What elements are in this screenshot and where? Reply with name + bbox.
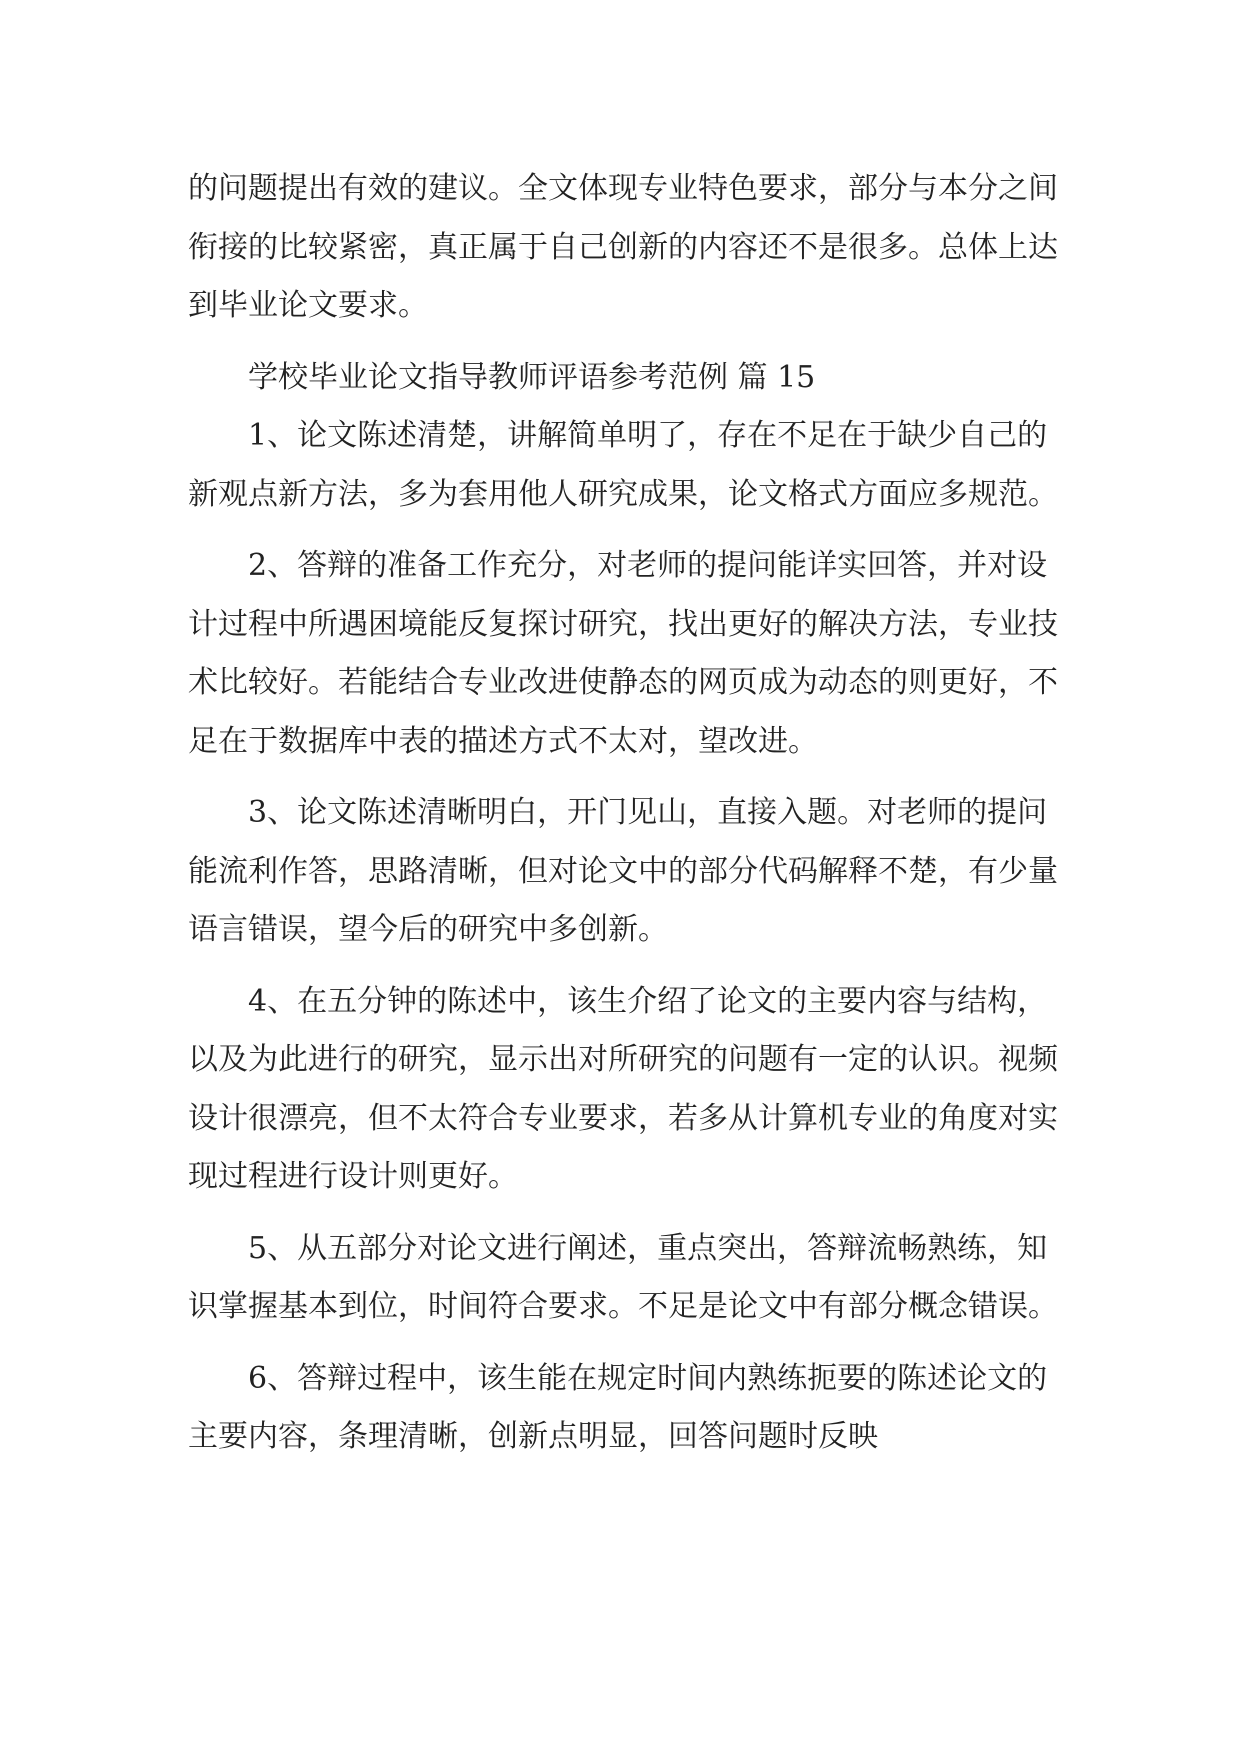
paragraph-item-5: 5、从五部分对论文进行阐述，重点突出，答辩流畅熟练，知识掌握基本到位，时间符合要求。不足是论文中有部分概念错误。: [188, 1230, 1058, 1324]
paragraph-item-3: 3、论文陈述清晰明白，开门见山，直接入题。对老师的提问能流利作答，思路清晰，但对论文中的部分代码解释不楚，有少量语言错误，望今后的研究中多创新。: [188, 795, 1058, 947]
paragraph-item-4: 4、在五分钟的陈述中，该生介绍了论文的主要内容与结构，以及为此进行的研究，显示出对所研究的问题有一定的认识。视频设计很漂亮，但不太符合专业要求，若多从计算机专业的角度对实现过程进行设计则更好。: [188, 983, 1058, 1194]
document-body: [188, 160, 1068, 1480]
paragraph-item-2: 2、答辩的准备工作充分，对老师的提问能详实回答，并对设计过程中所遇困境能反复探讨研究，找出更好的解决方法，专业技术比较好。若能结合专业改进使静态的网页成为动态的则更好，不足在于数据库中表的描述方式不太对，望改进。: [188, 548, 1058, 759]
paragraph-item-1: 1、论文陈述清楚，讲解简单明了，存在不足在于缺少自己的新观点新方法，多为套用他人研究成果，论文格式方面应多规范。: [188, 418, 1058, 512]
paragraph-item-6: 6、答辩过程中，该生能在规定时间内熟练扼要的陈述论文的主要内容，条理清晰，创新点明显，回答问题时反映: [188, 1360, 1048, 1454]
paragraph-continuation: 的问题提出有效的建议。全文体现专业特色要求，部分与本分之间衔接的比较紧密，真正属于自己创新的内容还不是很多。总体上达到毕业论文要求。: [188, 171, 1058, 323]
section-heading: 学校毕业论文指导教师评语参考范例 篇 15: [248, 359, 816, 395]
